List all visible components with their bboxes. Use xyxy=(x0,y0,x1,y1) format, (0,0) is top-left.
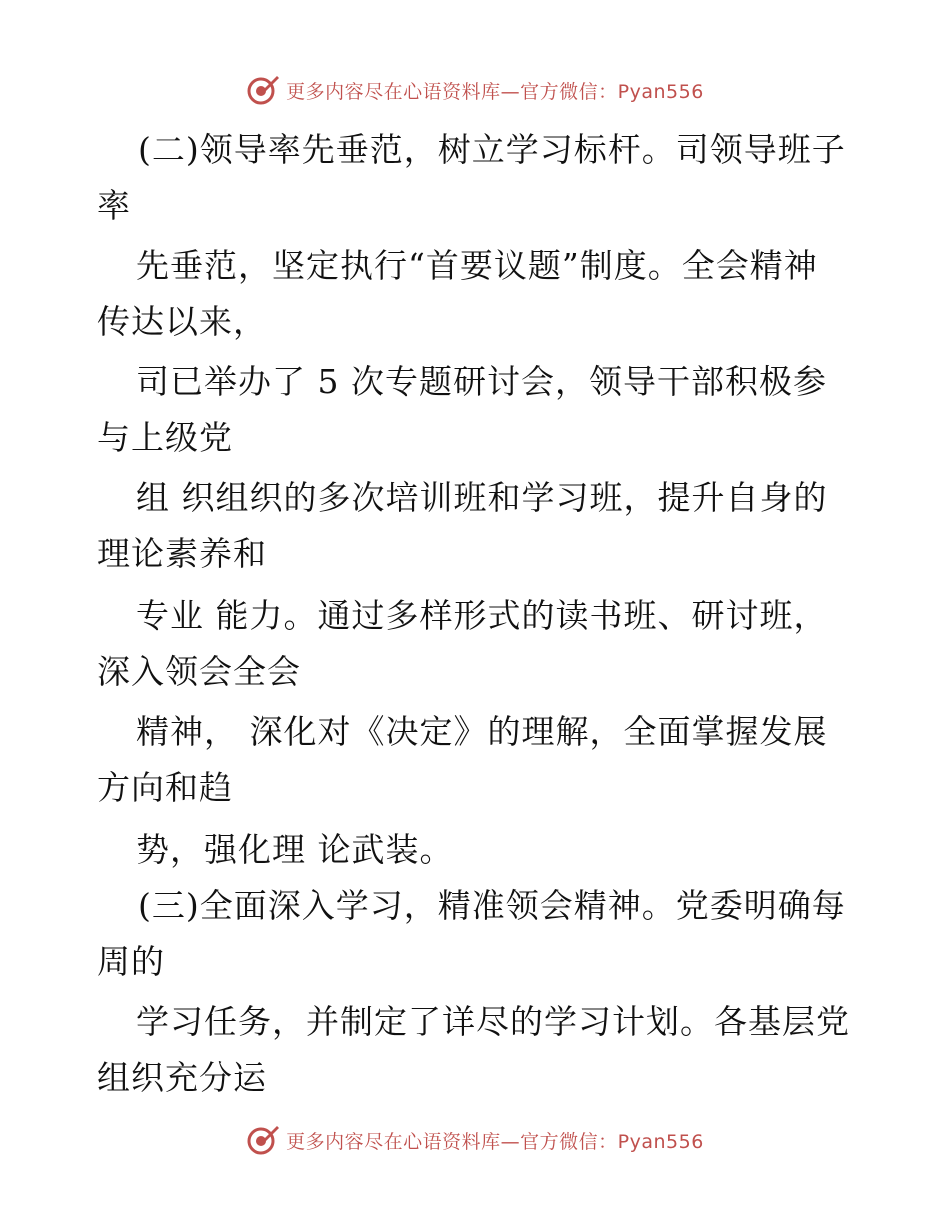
paragraph-line: 学习任务，并制定了详尽的学习计划。各基层党 xyxy=(136,1002,850,1041)
paragraph-line: 率 xyxy=(97,186,131,225)
paragraph-line: 周的 xyxy=(97,942,165,981)
footer-watermark xyxy=(0,1122,950,1158)
paragraph-line: 精神， 深化对《决定》的理解，全面掌握发展 xyxy=(136,712,828,751)
paragraph-line: (三)全面深入学习，精准领会精神。党委明确每 xyxy=(138,886,846,925)
paragraph-line: 组 织组织的多次培训班和学习班，提升自身的 xyxy=(136,478,828,517)
paragraph-line: 先垂范，坚定执行“首要议题”制度。全会精神 xyxy=(136,246,818,285)
paragraph-line: 专业 能力。通过多样形式的读书班、研讨班， xyxy=(136,596,828,635)
paragraph-line: 势，强化理 论武装。 xyxy=(136,830,454,869)
paragraph-line: 理论素养和 xyxy=(97,534,267,573)
paragraph-line: 组织充分运 xyxy=(97,1058,267,1097)
paragraph-line: 与上级党 xyxy=(97,418,233,457)
paragraph-line: (二)领导率先垂范，树立学习标杆。司领导班子 xyxy=(138,130,846,169)
paragraph-line: 方向和趋 xyxy=(97,768,233,807)
watermark-text: 更多内容尽在心语资料库—官方微信：Pyan556 xyxy=(286,80,704,103)
paragraph-line: 司已举办了 5 次专题研讨会，领导干部积极参 xyxy=(136,362,827,401)
paragraph-line: 深入领会全会 xyxy=(97,652,301,691)
pen-logo-icon xyxy=(246,1123,280,1157)
watermark-text: 更多内容尽在心语资料库—官方微信：Pyan556 xyxy=(286,1130,704,1153)
paragraph-line: 传达以来， xyxy=(97,302,267,341)
